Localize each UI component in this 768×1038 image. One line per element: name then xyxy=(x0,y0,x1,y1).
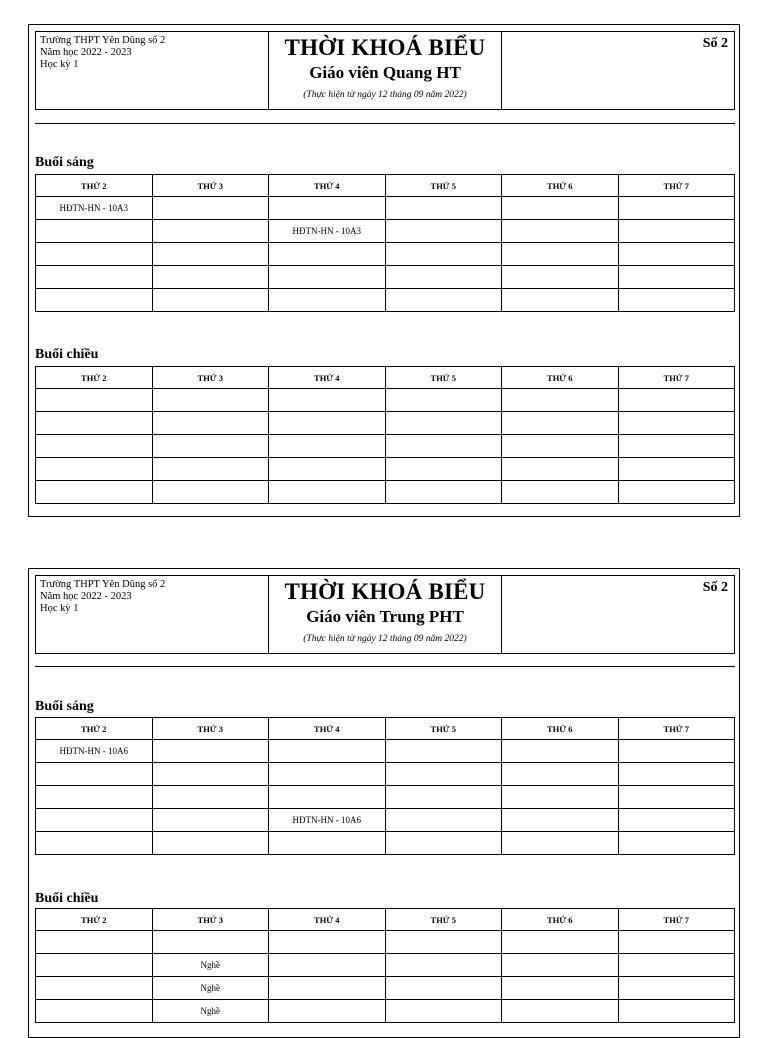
column-header: THỨ 4 xyxy=(269,909,386,931)
table-cell xyxy=(502,389,619,412)
table-cell xyxy=(502,458,619,481)
table-cell xyxy=(618,289,735,312)
table-cell xyxy=(385,481,502,504)
table-cell xyxy=(152,220,269,243)
table-row xyxy=(36,243,735,266)
school-info xyxy=(36,576,269,653)
table-row xyxy=(36,458,735,481)
title-block xyxy=(269,576,502,653)
table-cell xyxy=(269,763,386,786)
table-cell xyxy=(269,435,386,458)
table-cell xyxy=(502,786,619,809)
table-cell xyxy=(502,289,619,312)
column-header: THỨ 7 xyxy=(618,175,735,197)
table-cell xyxy=(618,412,735,435)
document-number: Số 2 xyxy=(702,580,728,595)
table-cell: HĐTN-HN - 10A6 xyxy=(36,740,153,763)
teacher-name: Giáo viên Quang HT xyxy=(309,63,461,82)
semester: Học kỳ 1 xyxy=(40,603,79,614)
table-cell xyxy=(152,786,269,809)
column-header: THỨ 6 xyxy=(502,175,619,197)
semester: Học kỳ 1 xyxy=(40,59,79,70)
table-cell xyxy=(36,481,153,504)
table-cell xyxy=(385,412,502,435)
school-name: Trường THPT Yên Dũng số 2 xyxy=(40,579,166,590)
table-row xyxy=(36,786,735,809)
table-cell xyxy=(269,243,386,266)
afternoon-label: Buổi chiều xyxy=(35,891,99,906)
table-header-row xyxy=(36,909,735,931)
column-header: THỨ 4 xyxy=(269,175,386,197)
table-cell xyxy=(152,266,269,289)
table-cell xyxy=(618,931,735,954)
table-row xyxy=(36,435,735,458)
afternoon-table xyxy=(35,908,735,1023)
table-cell xyxy=(36,220,153,243)
table-row xyxy=(36,977,735,1000)
table-cell xyxy=(502,266,619,289)
table-row xyxy=(36,220,735,243)
table-cell xyxy=(36,763,153,786)
table-cell xyxy=(618,197,735,220)
column-header: THỨ 3 xyxy=(152,909,269,931)
table-cell xyxy=(385,289,502,312)
table-cell xyxy=(618,220,735,243)
column-header: THỨ 2 xyxy=(36,367,153,389)
table-cell xyxy=(269,931,386,954)
table-cell xyxy=(152,412,269,435)
morning-label: Buổi sáng xyxy=(35,155,94,170)
table-cell xyxy=(502,977,619,1000)
table-cell xyxy=(618,786,735,809)
table-cell xyxy=(36,786,153,809)
column-header: THỨ 5 xyxy=(385,718,502,740)
column-header: THỨ 6 xyxy=(502,367,619,389)
table-cell xyxy=(36,243,153,266)
table-row xyxy=(36,289,735,312)
table-cell xyxy=(502,435,619,458)
table-cell xyxy=(385,243,502,266)
table-cell: Nghề xyxy=(152,1000,269,1023)
table-cell xyxy=(36,954,153,977)
table-cell xyxy=(36,266,153,289)
table-cell xyxy=(152,481,269,504)
table-cell xyxy=(269,412,386,435)
table-row xyxy=(36,809,735,832)
table-cell xyxy=(385,977,502,1000)
table-cell xyxy=(152,832,269,855)
table-cell xyxy=(269,289,386,312)
table-cell xyxy=(385,786,502,809)
table-cell xyxy=(36,435,153,458)
table-row xyxy=(36,266,735,289)
column-header: THỨ 7 xyxy=(618,718,735,740)
table-row xyxy=(36,740,735,763)
table-cell xyxy=(618,389,735,412)
table-cell xyxy=(152,458,269,481)
timetable-sheet xyxy=(28,24,740,517)
table-cell xyxy=(385,763,502,786)
table-cell xyxy=(36,977,153,1000)
table-cell xyxy=(618,977,735,1000)
column-header: THỨ 7 xyxy=(618,367,735,389)
table-cell xyxy=(152,740,269,763)
column-header: THỨ 4 xyxy=(269,367,386,389)
table-cell xyxy=(36,931,153,954)
column-header: THỨ 2 xyxy=(36,175,153,197)
table-cell xyxy=(36,412,153,435)
table-cell: Nghề xyxy=(152,954,269,977)
morning-table xyxy=(35,174,735,312)
table-cell xyxy=(502,740,619,763)
table-cell: HĐTN-HN - 10A3 xyxy=(36,197,153,220)
table-header-row xyxy=(36,718,735,740)
column-header: THỨ 3 xyxy=(152,175,269,197)
column-header: THỨ 2 xyxy=(36,909,153,931)
table-header-row xyxy=(36,175,735,197)
table-row xyxy=(36,197,735,220)
table-cell xyxy=(502,809,619,832)
school-info xyxy=(36,32,269,109)
table-cell: HĐTN-HN - 10A6 xyxy=(269,809,386,832)
school-year: Năm học 2022 - 2023 xyxy=(40,591,132,602)
table-cell xyxy=(385,220,502,243)
table-cell xyxy=(618,266,735,289)
table-cell xyxy=(385,931,502,954)
table-cell xyxy=(385,809,502,832)
table-cell xyxy=(618,763,735,786)
column-header: THỨ 4 xyxy=(269,718,386,740)
table-cell xyxy=(385,458,502,481)
table-row xyxy=(36,412,735,435)
table-row xyxy=(36,931,735,954)
table-cell xyxy=(385,389,502,412)
column-header: THỨ 5 xyxy=(385,175,502,197)
timetable-sheet xyxy=(28,568,740,1038)
table-cell xyxy=(36,389,153,412)
table-cell xyxy=(502,243,619,266)
table-cell xyxy=(152,763,269,786)
table-cell xyxy=(618,809,735,832)
table-row xyxy=(36,832,735,855)
table-cell xyxy=(152,931,269,954)
table-cell xyxy=(152,243,269,266)
page-title: THỜI KHOÁ BIỂU xyxy=(284,35,486,60)
table-cell xyxy=(36,809,153,832)
table-cell xyxy=(385,832,502,855)
table-cell xyxy=(269,786,386,809)
table-cell xyxy=(385,954,502,977)
divider xyxy=(35,123,735,124)
table-cell: Nghề xyxy=(152,977,269,1000)
document-number: Số 2 xyxy=(702,36,728,51)
table-cell xyxy=(502,763,619,786)
column-header: THỨ 5 xyxy=(385,367,502,389)
column-header: THỨ 6 xyxy=(502,718,619,740)
column-header: THỨ 3 xyxy=(152,718,269,740)
column-header: THỨ 5 xyxy=(385,909,502,931)
table-cell xyxy=(502,931,619,954)
table-cell xyxy=(385,740,502,763)
table-cell xyxy=(152,289,269,312)
table-cell xyxy=(502,481,619,504)
table-cell xyxy=(502,412,619,435)
table-cell xyxy=(618,458,735,481)
table-cell xyxy=(152,435,269,458)
table-cell xyxy=(36,1000,153,1023)
table-cell xyxy=(618,435,735,458)
table-row xyxy=(36,481,735,504)
table-cell xyxy=(269,832,386,855)
table-row xyxy=(36,1000,735,1023)
table-header-row xyxy=(36,367,735,389)
table-cell xyxy=(36,458,153,481)
table-cell xyxy=(269,389,386,412)
table-row xyxy=(36,954,735,977)
table-row xyxy=(36,763,735,786)
table-cell xyxy=(269,197,386,220)
table-row xyxy=(36,389,735,412)
table-cell xyxy=(502,197,619,220)
table-cell xyxy=(385,266,502,289)
table-cell xyxy=(269,977,386,1000)
sheet-header xyxy=(35,575,735,654)
table-cell xyxy=(269,954,386,977)
table-cell xyxy=(618,954,735,977)
sheet-header xyxy=(35,31,735,110)
column-header: THỨ 6 xyxy=(502,909,619,931)
morning-table xyxy=(35,717,735,855)
table-cell xyxy=(385,435,502,458)
title-block xyxy=(269,32,502,109)
table-cell xyxy=(269,740,386,763)
table-cell xyxy=(36,832,153,855)
table-cell xyxy=(502,220,619,243)
table-cell xyxy=(269,266,386,289)
table-cell xyxy=(385,1000,502,1023)
page-title: THỜI KHOÁ BIỂU xyxy=(284,579,486,604)
teacher-name: Giáo viên Trung PHT xyxy=(306,607,464,626)
table-cell xyxy=(152,389,269,412)
table-cell xyxy=(618,481,735,504)
school-year: Năm học 2022 - 2023 xyxy=(40,47,132,58)
table-cell xyxy=(152,197,269,220)
table-cell xyxy=(269,458,386,481)
afternoon-label: Buổi chiều xyxy=(35,347,99,362)
morning-label: Buổi sáng xyxy=(35,699,94,714)
table-cell xyxy=(385,197,502,220)
table-cell xyxy=(618,832,735,855)
table-cell xyxy=(618,243,735,266)
effective-date: (Thực hiện từ ngày 12 tháng 09 năm 2022) xyxy=(303,90,467,100)
school-name: Trường THPT Yên Dũng số 2 xyxy=(40,35,166,46)
table-cell xyxy=(269,1000,386,1023)
table-cell xyxy=(36,289,153,312)
column-header: THỨ 3 xyxy=(152,367,269,389)
table-cell xyxy=(502,1000,619,1023)
table-cell xyxy=(618,1000,735,1023)
table-cell xyxy=(502,954,619,977)
table-cell xyxy=(502,832,619,855)
effective-date: (Thực hiện từ ngày 12 tháng 09 năm 2022) xyxy=(303,634,467,644)
table-cell: HĐTN-HN - 10A3 xyxy=(269,220,386,243)
divider xyxy=(35,666,735,667)
table-cell xyxy=(618,740,735,763)
column-header: THỨ 2 xyxy=(36,718,153,740)
table-cell xyxy=(152,809,269,832)
afternoon-table xyxy=(35,366,735,504)
table-cell xyxy=(269,481,386,504)
column-header: THỨ 7 xyxy=(618,909,735,931)
